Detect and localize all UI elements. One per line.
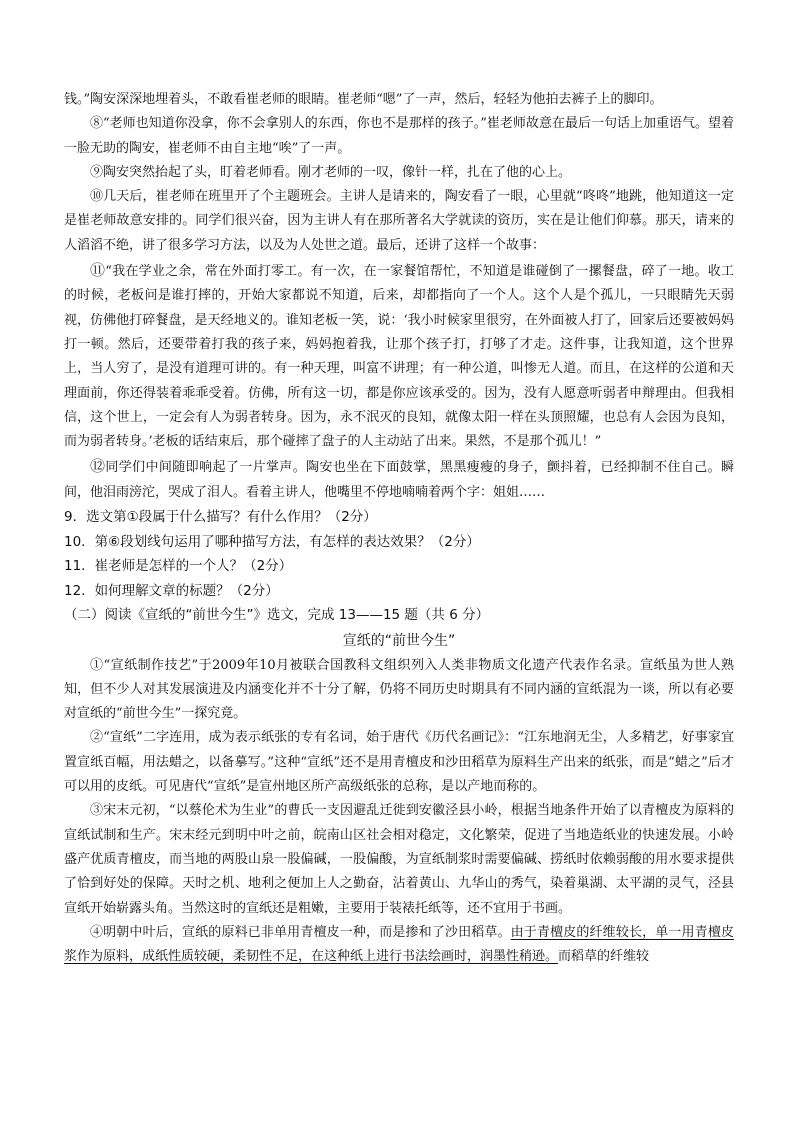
story-paragraph-8: ⑧“老师也知道你没拿，你不会拿别人的东西，你也不是那样的孩子。”崔老师故意在最后一句话上加重语气。望着一脸无助的陶安，崔老师不由自主地“唉”了一声。 <box>64 116 734 156</box>
story-paragraph-11-text: “我在学业之余，常在外面打零工。有一次，在一家餐馆帮忙，不知道是谁碰倒了一摞餐盘，碎了一地。收工的时候，老板问是谁打摔的，开始大家都说不知道，后来，却都指向了一个人。这个人是个孤儿，一只眼睛先天弱视，仿佛他打碎餐盘，是天经地义的。谁知老板一笑，说：‘我小时候家里很穷，在外面被人打了，回家后还要被妈妈打一顿。然后，还要带着打我的孩子来，妈妈抱着我，让那个孩子打，打够了才走。这件事，让我知道，这个世界上，当人穷了，是没有道理可讲的。有一种天理，叫富不讲理；有一种公道，叫惨无人道。而且，在这样的公道和天理面前，你还得装着乖乖受着。仿佛，所有这一切，都是你应该承受的。因为，没有人愿意听弱者申辩理由。但我相信，这个世上，一定会有人为弱者转身。因为，永不泯灭的良知，就像太阳一样在头顶照耀，也总有人会因为良知，而为弱者转身。’老板的话结束后，那个碰摔了盘子的人主动站了出来。果然，不是那个孤儿！” <box>64 264 734 450</box>
paragraph-number-12: ⑫ <box>90 457 106 476</box>
story-paragraph-10: ⑩几天后，崔老师在班里开了个主题班会。主讲人是请来的，陶安看了一眼，心里就“咚咚”地跳，他知道这一定是崔老师故意安排的。同学们很兴奋，因为主讲人有在那所著名大学就读的资历，实在是让他们仰慕。那天，请来的人滔滔不绝，讲了很多学习方法，以及为人处世之道。最后，还讲了这样一个故事： <box>64 189 734 253</box>
story-paragraph-12-text: 同学们中间随即响起了一片掌声。陶安也坐在下面鼓掌，黑黑瘦瘦的身子，颤抖着，已经抑制不住自己。瞬间，他泪雨滂沱，哭成了泪人。看着主讲人，他嘴里不停地喃喃着两个字：姐姐…… <box>64 460 734 500</box>
story-paragraph-11 <box>64 258 734 454</box>
underlined-sentence: 由于青檀皮的纤维较长，单一用青檀皮浆作为原料，成纸性质较硬，柔韧性不足，在这种纸上进行书法绘画时，润墨性稍逊。 <box>64 924 734 965</box>
section-heading: （二）阅读《宣纸的“前世今生”》选文，完成 13——15 题（共 6 分） <box>64 607 490 624</box>
question-11: 11．崔老师是怎样的一个人？（2分） <box>64 558 293 575</box>
article-paragraph-3: ③宋末元初，“以蔡伦术为生业”的曹氏一支因避乱迁徙到安徽泾县小岭，根据当地条件开始了以青檀皮为原料的宣纸试制和生产。宋末经元到明中叶之前，皖南山区社会相对稳定，文化繁荣，促进了当地造纸业的快速发展。小岭盛产优质青檀皮，而当地的两股山泉一股偏碱，一股偏酸，为宣纸制浆时需要偏碱、捞纸时依赖弱酸的用水要求提供了恰到好处的保障。天时之机、地利之便加上人之勤奋，沾着黄山、九华山的秀气，染着巢湖、太平湖的灵气，泾县宣纸开始崭露头角。当然这时的宣纸还是粗嫩，主要用于装裱托纸等，还不宜用于书画。 <box>64 803 734 916</box>
question-12: 12．如何理解文章的标题？（2分） <box>64 582 279 599</box>
question-10: 10．第⑥段划线句运用了哪种描写方法，有怎样的表达效果？（2分） <box>64 533 480 550</box>
article-paragraph-4-tail: 而稻草的纤维较 <box>558 949 650 965</box>
story-paragraph-9: ⑨陶安突然抬起了头，盯着老师看。刚才老师的一叹，像针一样，扎在了他的心上。 <box>90 164 572 180</box>
story-paragraph-12 <box>64 454 734 505</box>
story-paragraph-7-tail: 钱。”陶安深深地埋着头，不敢看崔老师的眼睛。崔老师“嗯”了一声，然后，轻轻为他拍去裤子上的脚印。 <box>64 92 663 107</box>
article-paragraph-2: ②“宣纸”二字连用，成为表示纸张的专有名词，始于唐代《历代名画记》：“江东地润无尘，人多精艺，好事家宜置宣纸百幅，用法蜡之，以备摹写。”这种“宣纸”还不是用青檀皮和沙田稻草为原料生产出来的纸张，而是“蜡之”后才可以用的皮纸。可见唐代“宣纸”是宣州地区所产高级纸张的总称，是以产地而称的。 <box>64 730 734 795</box>
question-9: 9．选文第①段属于什么描写？有什么作用？（2分） <box>64 509 377 526</box>
article-paragraph-4 <box>64 921 734 970</box>
question-list <box>64 505 734 603</box>
article-title: 宣纸的“前世今生” <box>342 632 456 649</box>
article-paragraph-1: ①“宣纸制作技艺”于2009年10月被联合国教科文组织列入人类非物质文化遗产代表作名录。宣纸虽为世人熟知，但不少人对其发展演进及内涵变化并不十分了解，仍将不同历史时期具有不同内涵的宣纸混为一谈，所以有必要对宣纸的“前世今生”一探究竟。 <box>64 657 734 722</box>
document-page <box>64 88 734 969</box>
article-paragraph-4-plain: ④明朝中叶后，宣纸的原料已非单用青檀皮一种，而是掺和了沙田稻草。 <box>90 924 511 940</box>
paragraph-number-11: ⑪ <box>90 261 106 280</box>
